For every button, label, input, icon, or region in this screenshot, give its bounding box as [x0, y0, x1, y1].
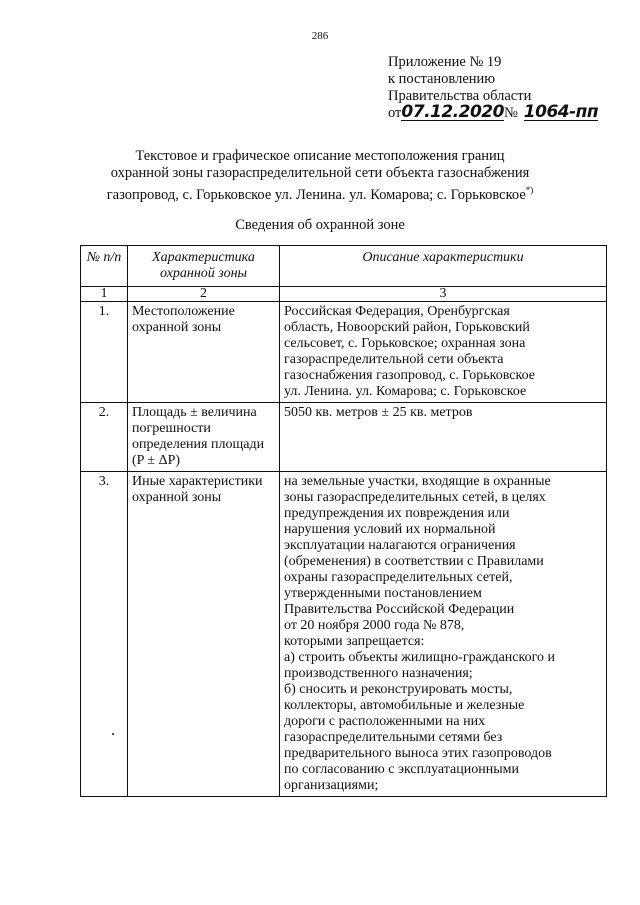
row-number: 3. — [81, 472, 128, 797]
row-characteristic: Иные характеристики охранной зоны — [128, 472, 280, 797]
description-line: ул. Ленина. ул. Комарова; с. Горьковское — [284, 384, 527, 399]
table-row — [81, 403, 607, 472]
description-line: утвержденными постановлением — [284, 586, 482, 601]
row-description — [280, 302, 607, 403]
title-line-3-text: газопровод, с. Горьковское ул. Ленина. ул. Комарова; с. Горьковское — [106, 186, 526, 203]
title-line-3 — [60, 182, 580, 204]
table-index-row — [81, 287, 607, 302]
description-line: б) сносить и реконструировать мосты, — [284, 682, 513, 697]
description-line: предварительного выноса этих газопроводов — [284, 746, 552, 761]
appendix-block — [388, 54, 598, 122]
description-line: охраны газораспределительных сетей, — [284, 570, 513, 585]
description-line: от 20 ноября 2000 года № 878, — [284, 618, 465, 633]
appendix-line-3: Правительства области — [388, 88, 532, 104]
description-line: коллекторы, автомобильные и железные — [284, 698, 525, 713]
description-line: сельсовет, с. Горьковское; охранная зона — [284, 336, 526, 351]
header-characteristic: Характеристика охранной зоны — [128, 246, 280, 287]
description-line: организациями; — [284, 778, 379, 793]
description-line: зоны газораспределительных сетей, в целях — [284, 490, 546, 505]
index-cell-1: 1 — [81, 287, 128, 302]
zone-info-table — [80, 245, 607, 797]
handwritten-number: 1064-пп — [523, 102, 599, 122]
number-label: № — [503, 105, 518, 121]
description-line: нарушения условий их нормальной — [284, 522, 496, 537]
index-cell-2: 2 — [128, 287, 280, 302]
description-line: предупреждения их повреждения или — [284, 506, 510, 521]
title-line-1: Текстовое и графическое описание местоположения границ — [135, 148, 505, 164]
description-line: Российская Федерация, Оренбургская — [284, 304, 510, 319]
description-line: 5050 кв. метров ± 25 кв. метров — [284, 405, 473, 420]
row-number: 1. — [81, 302, 128, 403]
header-description: Описание характеристики — [280, 246, 607, 287]
section-subtitle: Сведения об охранной зоне — [235, 217, 405, 233]
description-line: которыми запрещается: — [284, 634, 425, 649]
table-row — [81, 472, 607, 797]
appendix-date-line — [388, 102, 599, 122]
description-line: газораспределительными сетями без — [284, 730, 503, 745]
scan-mark — [112, 733, 114, 735]
description-line: производственного назначения; — [284, 666, 473, 681]
description-line: по согласованию с эксплуатационными — [284, 762, 519, 777]
appendix-line-2: к постановлению — [388, 71, 496, 87]
description-line: Правительства Российской Федерации — [284, 602, 515, 617]
row-number: 2. — [81, 403, 128, 472]
description-line: дороги с расположенными на них — [284, 714, 486, 729]
row-description — [280, 472, 607, 797]
header-number: № п/п — [81, 246, 128, 287]
description-line: а) строить объекты жилищно-гражданского и — [284, 650, 555, 665]
description-line: (обременения) в соответствии с Правилами — [284, 554, 544, 569]
table-row — [81, 302, 607, 403]
row-characteristic: Местоположение охранной зоны — [128, 302, 280, 403]
title-line-2: охранной зоны газораспределительной сети объекта газоснабжения — [110, 165, 530, 181]
description-line: эксплуатации налагаются ограничения — [284, 538, 516, 553]
description-line: газоснабжения газопровод, с. Горьковское — [284, 368, 535, 383]
appendix-line-1: Приложение № 19 — [388, 54, 502, 70]
table-header-row — [81, 246, 607, 287]
description-line: газораспределительной сети объекта — [284, 352, 504, 367]
from-label: от — [388, 105, 402, 121]
document-title — [60, 148, 580, 204]
row-description — [280, 403, 607, 472]
footnote-mark: *) — [525, 185, 534, 195]
description-line: область, Новоорский район, Горьковский — [284, 320, 530, 335]
page-number: 286 — [311, 30, 329, 42]
handwritten-date: 07.12.2020 — [401, 102, 504, 122]
row-characteristic: Площадь ± величина погрешности определения площади (P ± ΔP) — [128, 403, 280, 472]
index-cell-3: 3 — [280, 287, 607, 302]
description-line: на земельные участки, входящие в охранные — [284, 474, 551, 489]
